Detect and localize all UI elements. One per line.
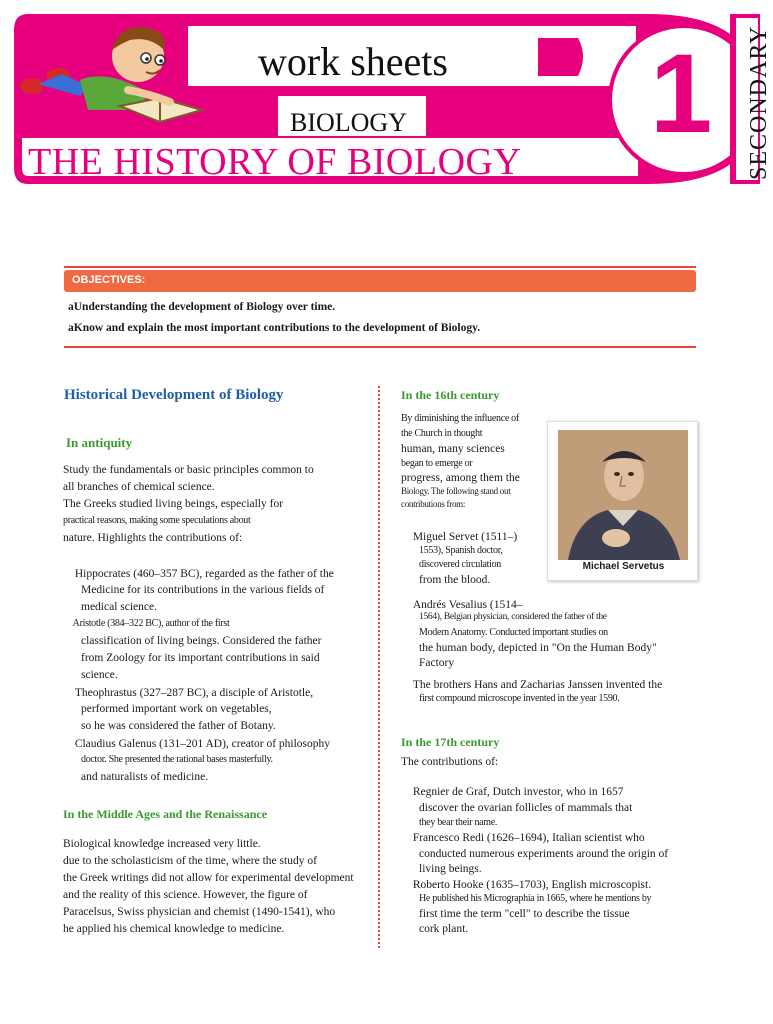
- objectives-label: OBJECTIVES:: [72, 274, 146, 286]
- text-line: Modern Anatomy. Conducted important studies on: [419, 627, 608, 638]
- text-line: 1564), Belgian physician, considered the father of the: [419, 612, 607, 622]
- heading-17th-century: In the 17th century: [401, 735, 500, 749]
- objectives-top-rule: [64, 266, 696, 268]
- list-item: Andrés Vesalius (1514–: [401, 599, 511, 611]
- text-line: Study the fundamentals or basic principles common to: [63, 464, 314, 476]
- text-line: conducted numerous experiments around the origin of: [419, 848, 669, 860]
- text-line: discovered circulation: [419, 559, 501, 570]
- text-line: discover the ovarian follicles of mammals that: [419, 802, 633, 814]
- list-item: Hippocrates (460–357 BC), regarded as the father of the: [63, 568, 322, 580]
- text-line: Factory: [419, 657, 455, 669]
- text-line: the human body, depicted in "On the Human Body": [419, 642, 657, 654]
- text-line: first time the term "cell" to describe the tissue: [419, 908, 630, 920]
- text-line: and the reality of this science. However, the figure of: [63, 889, 308, 901]
- text-line: nature. Highlights the contributions of:: [63, 532, 243, 544]
- list-item: Theophrastus (327–287 BC), a disciple of Aristotle,: [63, 687, 302, 699]
- heading-16th-century: In the 16th century: [401, 388, 500, 402]
- text-line: from Zoology for its important contributions in said: [81, 652, 320, 664]
- objective-item: aKnow and explain the most important contributions to the development of Biology.: [68, 322, 481, 334]
- text-line: progress, among them the: [401, 472, 520, 484]
- list-item: Regnier de Graf, Dutch investor, who in 1657: [401, 786, 612, 798]
- text-line: science.: [81, 669, 118, 681]
- text-line: began to emerge or: [401, 458, 473, 469]
- text-line: Paracelsus, Swiss physician and chemist (1490-1541), who: [63, 906, 336, 918]
- text-line: Biology. The following stand out: [401, 486, 511, 496]
- text-line: Medicine for its contributions in the various fields of: [81, 584, 325, 596]
- heading-antiquity: In antiquity: [66, 435, 133, 450]
- header-banner: [8, 8, 772, 188]
- text-line: the Church in thought: [401, 428, 483, 439]
- text-line: The contributions of:: [401, 756, 499, 768]
- subject-label: BIOLOGY: [290, 108, 407, 137]
- list-item: Roberto Hooke (1635–1703), English microscopist.: [401, 879, 640, 891]
- column-divider: [378, 386, 380, 948]
- text-line: he applied his chemical knowledge to medicine.: [63, 923, 285, 935]
- list-item: Aristotle (384–322 BC), author of the first: [63, 618, 220, 629]
- text-line: contributions from:: [401, 499, 466, 509]
- text-line: living beings.: [419, 863, 482, 875]
- list-item: The brothers Hans and Zacharias Janssen invented the: [401, 679, 651, 691]
- text-line: By diminishing the influence of: [401, 413, 519, 424]
- text-line: human, many sciences: [401, 443, 505, 455]
- portrait-caption: Michael Servetus: [582, 561, 665, 572]
- worksheet-title: work sheets: [258, 39, 448, 84]
- text-line: due to the scholasticism of the time, where the study of: [63, 855, 317, 867]
- text-line: first compound microscope invented in the year 1590.: [419, 693, 620, 704]
- text-line: all branches of chemical science.: [63, 481, 215, 493]
- text-line: cork plant.: [419, 923, 469, 935]
- text-line: 1553), Spanish doctor,: [419, 545, 503, 556]
- text-line: The Greeks studied living beings, especially for: [63, 498, 284, 510]
- text-line: doctor. She presented the rational bases masterfully.: [81, 754, 273, 765]
- reading-boy-illustration: [10, 10, 220, 130]
- level-label: SECONDARY: [746, 25, 772, 180]
- servetus-portrait: [558, 430, 688, 560]
- heading-middle-ages: In the Middle Ages and the Renaissance: [63, 807, 268, 821]
- portrait-card: [547, 421, 698, 581]
- text-line: He published his Micrographia in 1665, where he mentions by: [419, 893, 652, 904]
- text-line: medical science.: [81, 601, 157, 613]
- objectives-bottom-rule: [64, 346, 696, 348]
- text-line: performed important work on vegetables,: [81, 703, 272, 715]
- text-line: classification of living beings. Considered the father: [81, 635, 322, 647]
- grade-number: 1: [650, 31, 713, 156]
- section-title: Historical Development of Biology: [64, 387, 284, 403]
- objectives-bar: [64, 270, 696, 292]
- text-line: Biological knowledge increased very little.: [63, 838, 261, 850]
- text-line: the Greek writings did not allow for experimental development: [63, 872, 354, 884]
- list-item: Miguel Servet (1511–): [401, 531, 506, 543]
- text-line: practical reasons, making some speculations about: [63, 515, 251, 526]
- text-line: and naturalists of medicine.: [81, 771, 209, 783]
- text-line: from the blood.: [419, 574, 491, 586]
- list-item: Francesco Redi (1626–1694), Italian scientist who: [401, 832, 633, 844]
- text-line: they bear their name.: [419, 817, 498, 828]
- page-title: THE HISTORY OF BIOLOGY: [28, 141, 522, 183]
- objective-item: aUnderstanding the development of Biology over time.: [68, 301, 336, 313]
- text-line: so he was considered the father of Botany.: [81, 720, 276, 732]
- list-item: Claudius Galenus (131–201 AD), creator of philosophy: [63, 738, 319, 750]
